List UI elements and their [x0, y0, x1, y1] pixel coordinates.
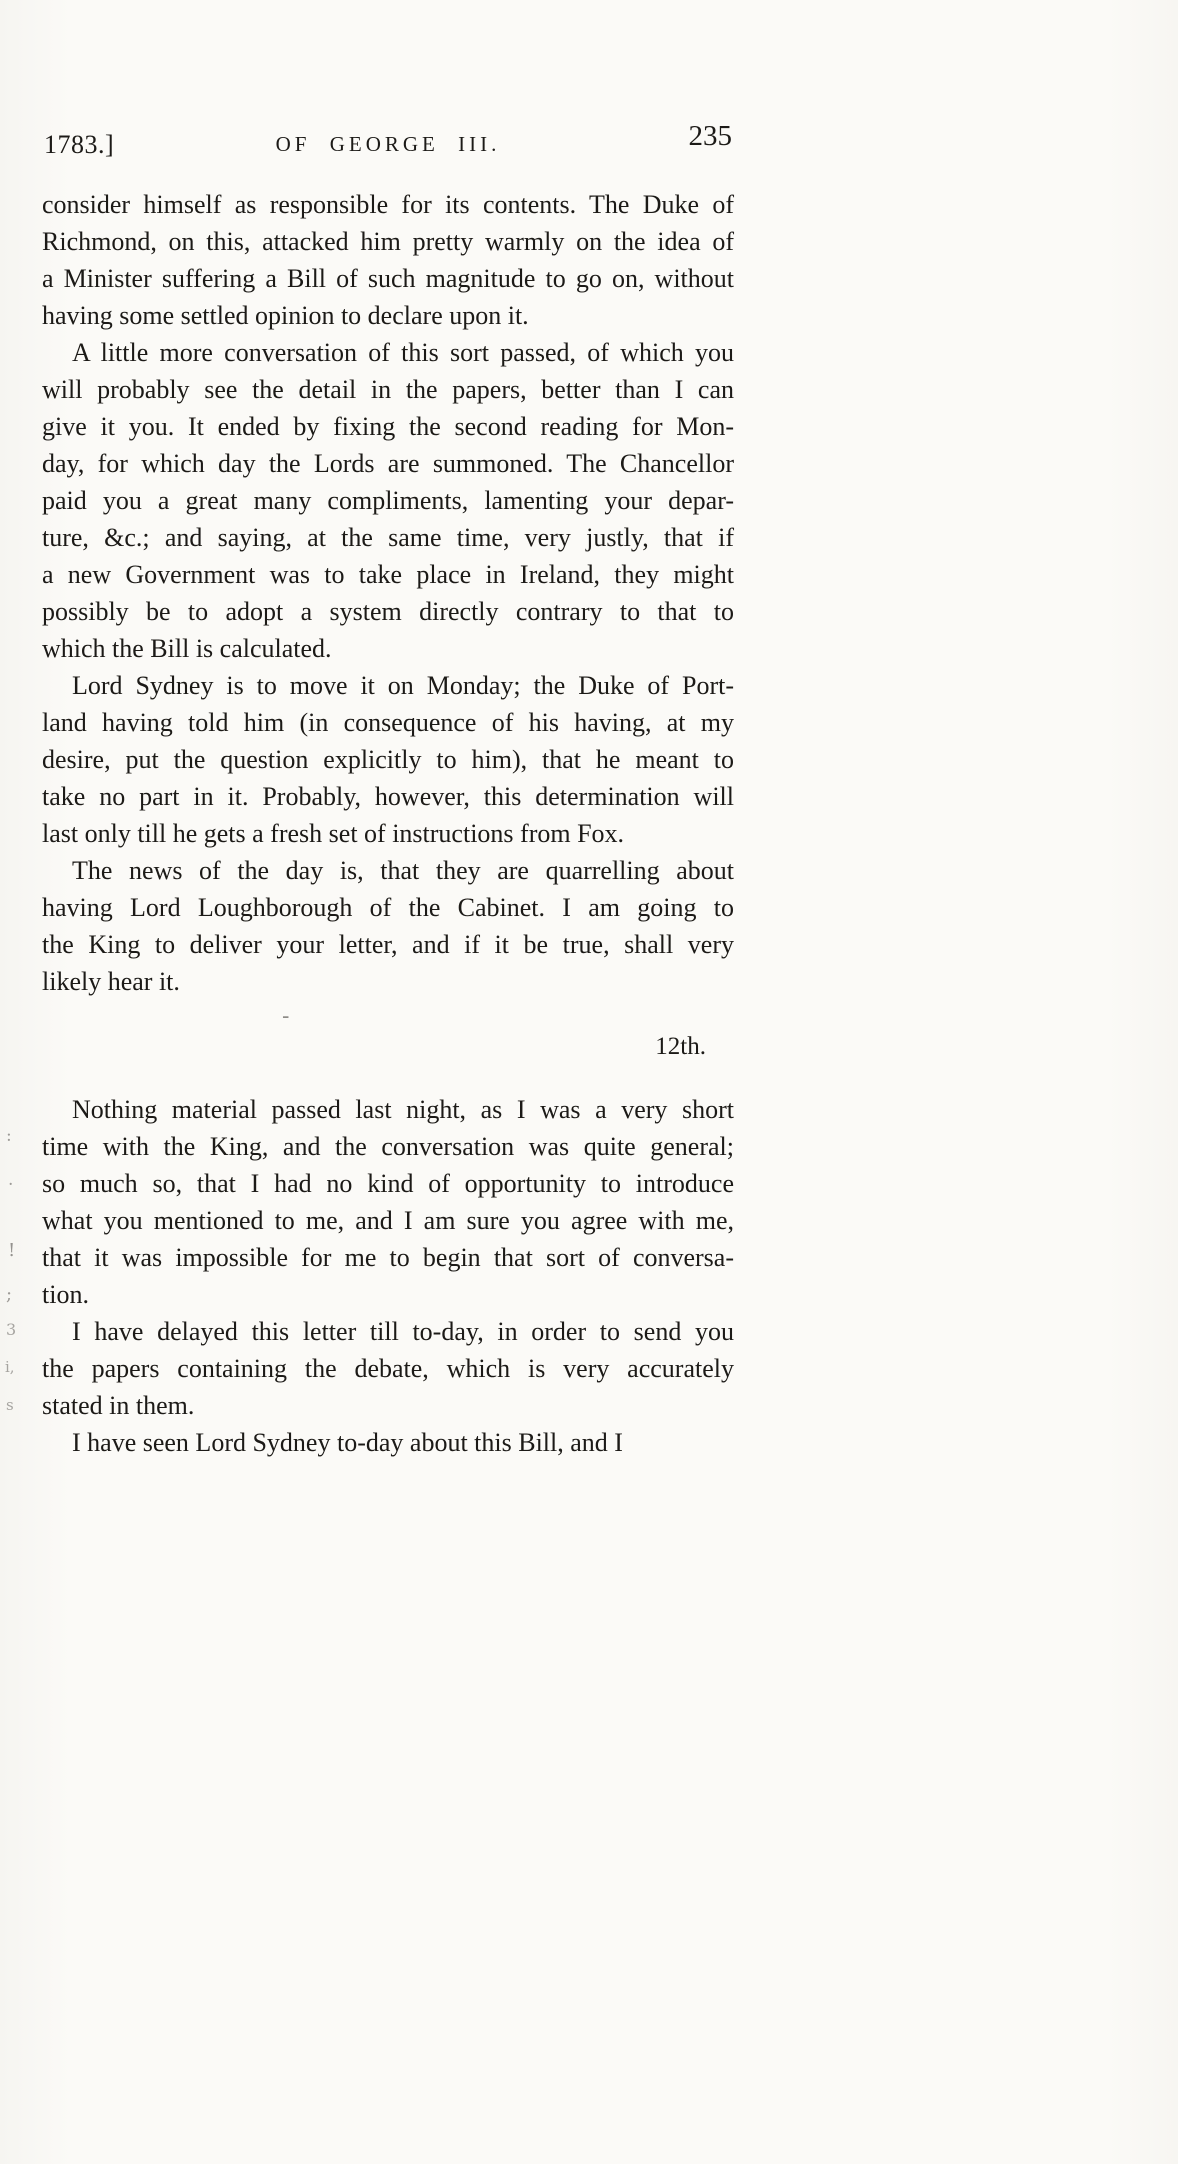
text-line: stated in them. — [42, 1391, 195, 1420]
header-running-title: OF GEORGE III. — [275, 132, 501, 156]
scan-mark: 3 — [6, 1320, 17, 1339]
text-line: that it was impossible for me to begin that sort of conversa- — [42, 1243, 734, 1272]
text-line: tion. — [42, 1280, 89, 1309]
paragraph — [42, 186, 734, 334]
text-line: a new Government was to take place in Ireland, they might — [42, 560, 734, 589]
text-line: The news of the day is, that they are quarrelling about — [72, 856, 734, 885]
text-line: which the Bill is calculated. — [42, 634, 332, 663]
text-line: the papers containing the debate, which is very accurately — [42, 1354, 734, 1383]
letter-part-1 — [42, 186, 734, 1000]
scan-mark: . — [8, 1170, 14, 1190]
header-page-number: 235 — [688, 120, 732, 152]
letter-part-2 — [42, 1091, 734, 1461]
text-line: desire, put the question explicitly to him), that he meant to — [42, 745, 734, 774]
scan-mark: i, — [5, 1358, 15, 1376]
text-line: possibly be to adopt a system directly contrary to that to — [42, 597, 734, 626]
text-line: land having told him (in consequence of his having, at my — [42, 708, 734, 737]
text-line: having Lord Loughborough of the Cabinet. I am going to — [42, 893, 734, 922]
text-line: last only till he gets a fresh set of instructions from Fox. — [42, 819, 625, 848]
letter-text-block — [42, 186, 734, 1461]
text-line: take no part in it. Probably, however, this determination will — [42, 782, 734, 811]
paragraph — [42, 667, 734, 852]
text-line: so much so, that I had no kind of opportunity to introduce — [42, 1169, 734, 1198]
text-line: a Minister suffering a Bill of such magnitude to go on, without — [42, 264, 734, 293]
text-line: the King to deliver your letter, and if it be true, shall very — [42, 930, 734, 959]
text-line: paid you a great many compliments, lamenting your depar- — [42, 486, 734, 515]
paragraph — [42, 334, 734, 667]
scan-mark: - — [282, 1004, 290, 1029]
scan-mark: s — [6, 1396, 14, 1414]
text-line: consider himself as responsible for its contents. The Duke of — [42, 190, 734, 219]
text-line: likely hear it. — [42, 967, 180, 996]
text-line: I have delayed this letter till to-day, in order to send you — [72, 1317, 734, 1346]
text-line: ture, &c.; and saying, at the same time, very justly, that if — [42, 523, 734, 552]
text-line: I have seen Lord Sydney to-day about this Bill, and I — [72, 1428, 623, 1457]
text-line: A little more conversation of this sort passed, of which you — [72, 338, 734, 367]
paragraph — [42, 1313, 734, 1424]
text-line: time with the King, and the conversation was quite general; — [42, 1132, 734, 1161]
scan-mark: ; — [6, 1284, 13, 1305]
text-line: what you mentioned to me, and I am sure you agree with me, — [42, 1206, 734, 1235]
text-line: having some settled opinion to declare upon it. — [42, 301, 529, 330]
text-line: Nothing material passed last night, as I was a very short — [72, 1095, 734, 1124]
scan-mark: : — [6, 1126, 12, 1146]
text-line: Richmond, on this, attacked him pretty warmly on the idea of — [42, 227, 734, 256]
page-header — [42, 120, 734, 164]
header-year: 1783.] — [44, 130, 115, 159]
paragraph — [42, 1424, 734, 1461]
text-line: day, for which day the Lords are summoned. The Chancellor — [42, 449, 734, 478]
date-line: 12th. — [655, 1033, 706, 1060]
text-line: Lord Sydney is to move it on Monday; the Duke of Port- — [72, 671, 734, 700]
paragraph — [42, 852, 734, 1000]
scan-mark: ! — [8, 1240, 16, 1261]
text-line: will probably see the detail in the papers, better than I can — [42, 375, 734, 404]
paragraph — [42, 1091, 734, 1313]
text-line: give it you. It ended by fixing the second reading for Mon- — [42, 412, 734, 441]
